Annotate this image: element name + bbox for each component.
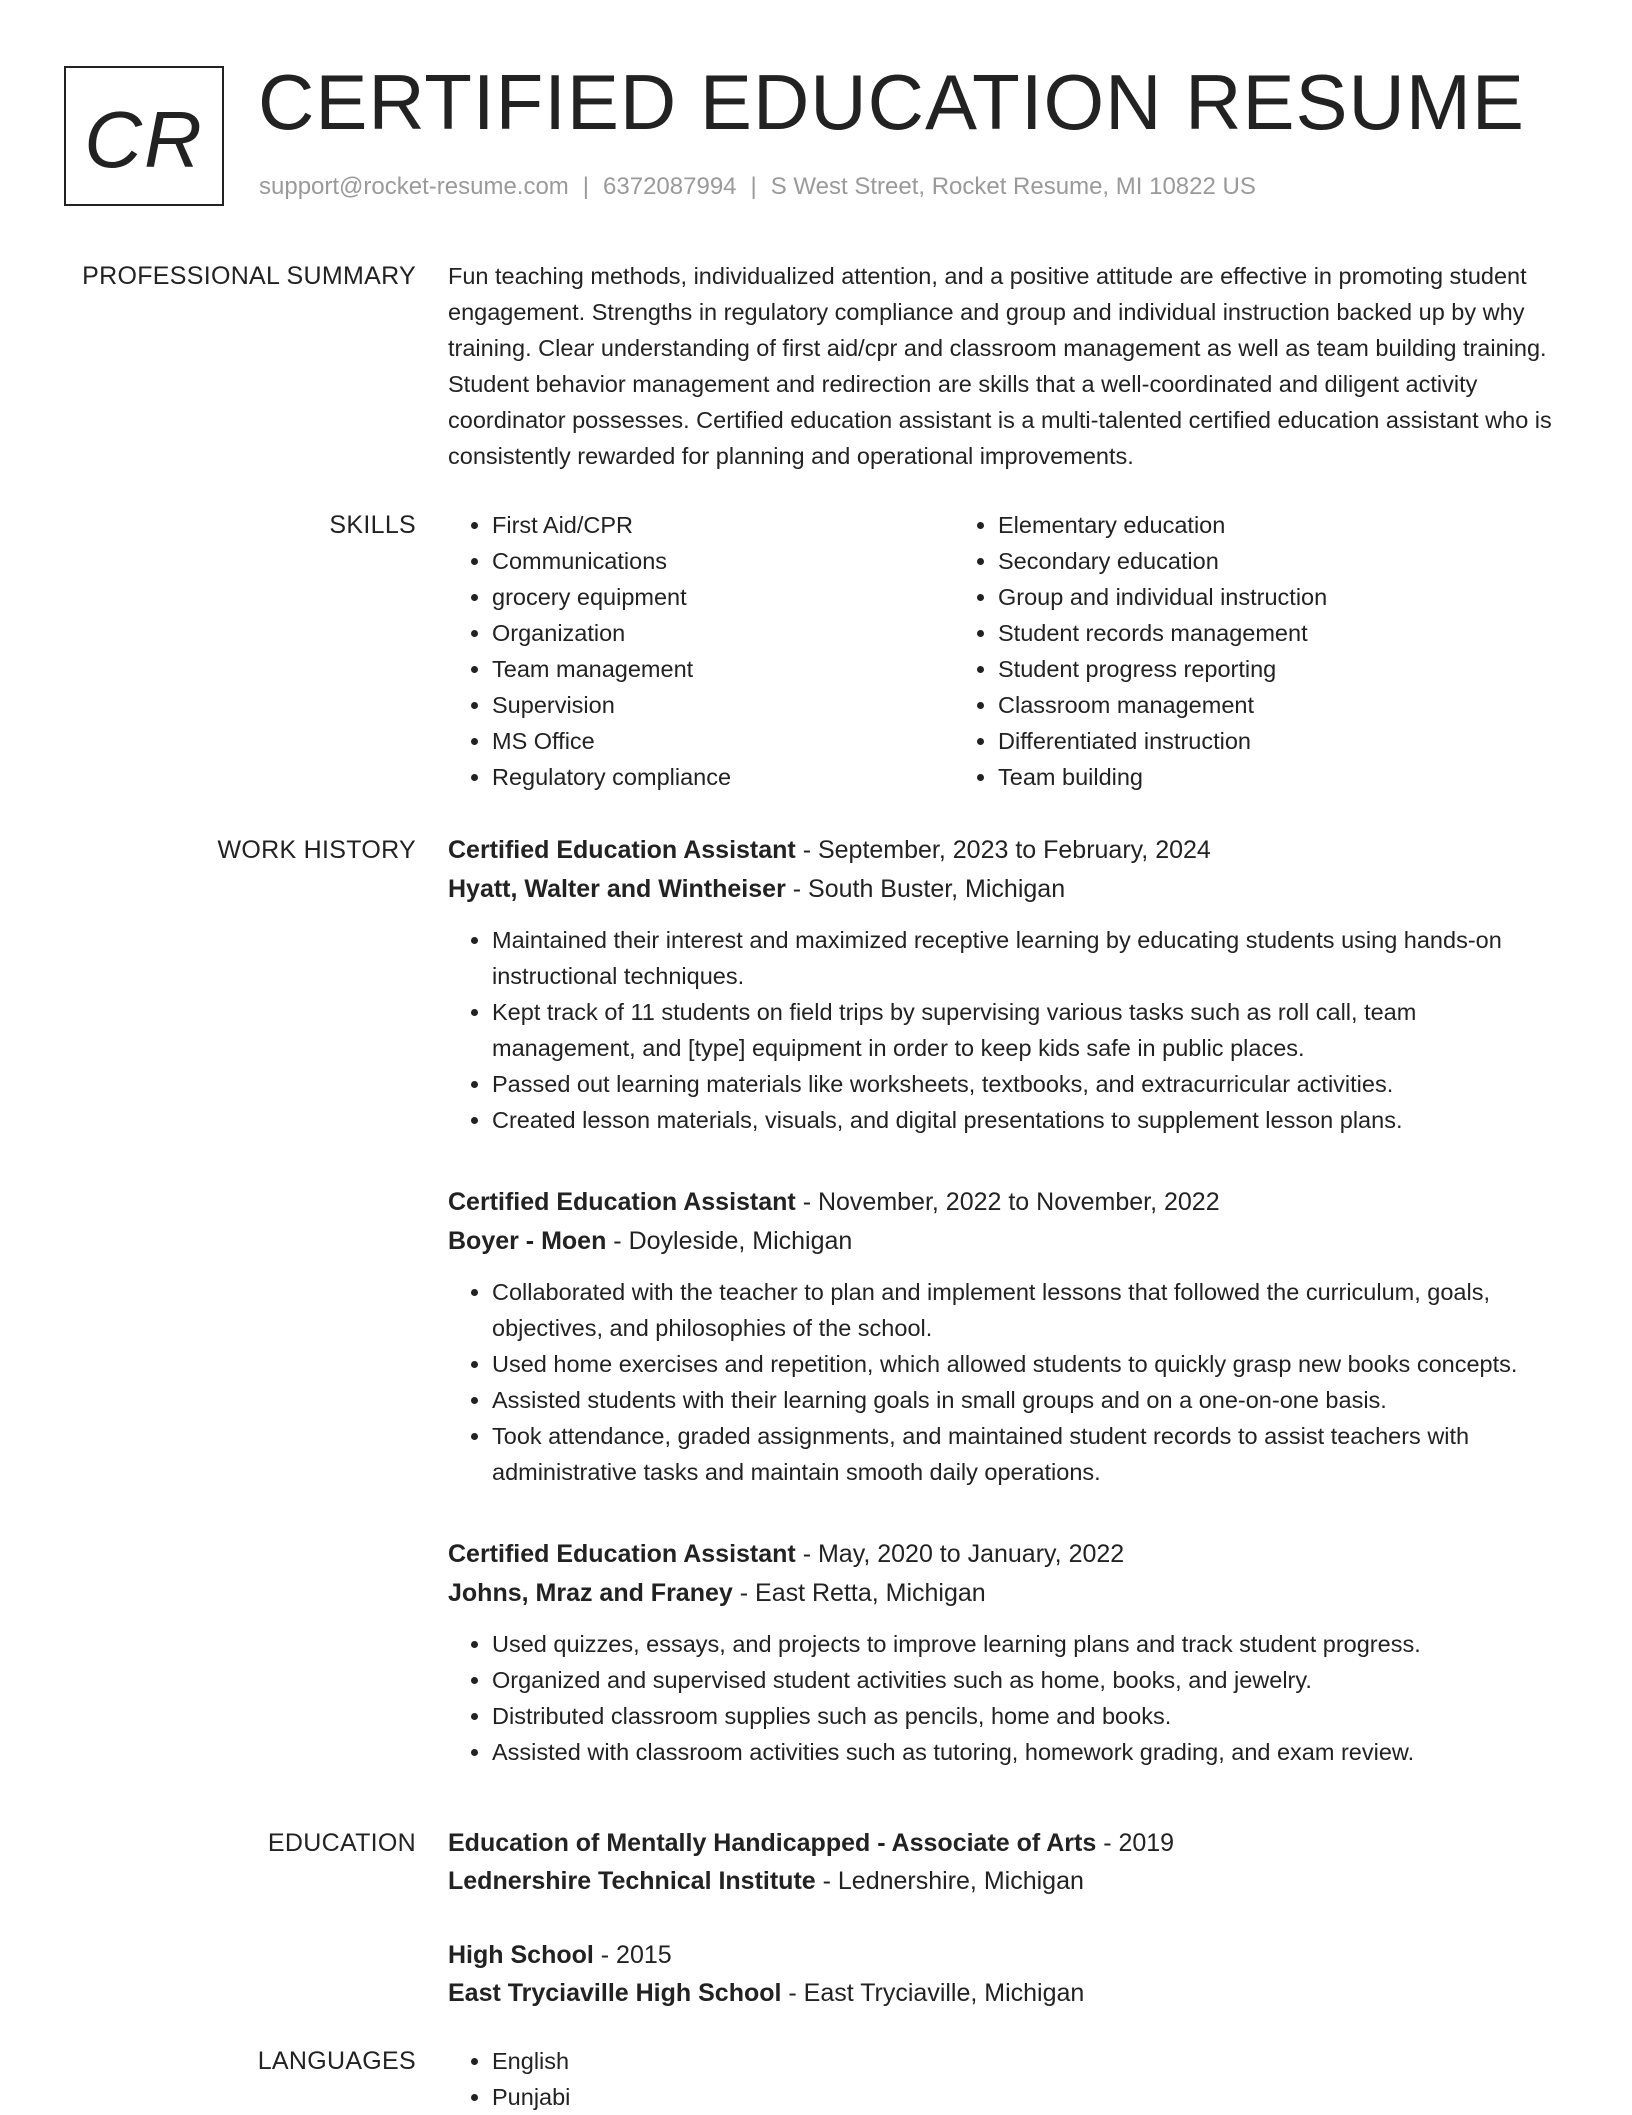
skills-list-left [448,507,954,795]
contact-separator: | [582,173,590,200]
skills-list-right [954,507,1460,795]
job-bullet: • Created lesson materials, visuals, and digital presentations to supplement lesson plans. [492,1102,1566,1138]
job-bullets [448,922,1566,1138]
job-entry [448,1182,1566,1490]
education-degree: High School [448,1941,594,1969]
skill-item: • Team building [998,759,1460,795]
skill-item: • grocery equipment [492,579,954,615]
work-history-heading: WORK HISTORY [217,836,416,864]
contact-phone[interactable]: 6372087994 [603,173,737,200]
education-school: Lednershire Technical Institute [448,1867,816,1895]
job-bullet: • Took attendance, graded assignments, and maintained student records to assist teachers with administrative tasks and maintain smooth daily operations. [492,1418,1566,1490]
skill-item: • Student progress reporting [998,651,1460,687]
language-item: • Punjabi [492,2079,1566,2115]
monogram-initials: CR [84,95,204,184]
job-bullet: • Used home exercises and repetition, which allowed students to quickly grasp new books concepts. [492,1346,1566,1382]
summary-heading: PROFESSIONAL SUMMARY [82,262,416,290]
job-company: Boyer - Moen [448,1227,607,1255]
contact-address: S West Street, Rocket Resume, MI 10822 US [770,173,1256,200]
summary-text: Fun teaching methods, individualized attention, and a positive attitude are effective in promoting student engagement. Strengths in regulatory compliance and group and individual instruction backed up by why training. Clear understanding of first aid/cpr and classroom management as well as team building training. Student behavior management and redirection are skills that a well-coordinated and diligent activity coordinator possesses. Certified education assistant is a multi-talented certified education assistant who is consistently rewarded for planning and operational improvements. [448,263,1552,469]
skill-item: • Regulatory compliance [492,759,954,795]
skill-item: • Organization [492,615,954,651]
skill-item: • Team management [492,651,954,687]
languages-list [448,2043,1566,2115]
job-bullet: • Maintained their interest and maximized receptive learning by educating students using hands-on instructional techniques. [492,922,1566,994]
job-bullet: • Distributed classroom supplies such as pencils, home and books. [492,1698,1566,1734]
job-bullet: • Assisted with classroom activities such as tutoring, homework grading, and exam review. [492,1734,1566,1770]
education-year: - 2015 [593,1941,672,1969]
education-location: - Lednershire, Michigan [815,1867,1084,1895]
job-company: Hyatt, Walter and Wintheiser [448,875,786,903]
resume-title: CERTIFIED EDUCATION RESUME [258,58,1525,146]
skill-item: • Secondary education [998,543,1460,579]
job-dates: - November, 2022 to November, 2022 [795,1188,1220,1216]
skill-item: • Elementary education [998,507,1460,543]
skills-heading: SKILLS [329,511,416,539]
education-degree: Education of Mentally Handicapped - Associate of Arts [448,1829,1097,1857]
job-company: Johns, Mraz and Franey [448,1579,733,1607]
skill-item: • First Aid/CPR [492,507,954,543]
education-year: - 2019 [1096,1829,1175,1857]
contact-email[interactable]: support@rocket-resume.com [259,173,569,200]
languages-heading: LANGUAGES [257,2047,416,2075]
job-location: - East Retta, Michigan [732,1579,986,1607]
education-entry [448,1824,1566,1900]
skill-item: • Communications [492,543,954,579]
skill-item: • Supervision [492,687,954,723]
job-bullet: • Assisted students with their learning goals in small groups and on a one-on-one basis. [492,1382,1566,1418]
education-school: East Tryciaville High School [448,1979,782,2007]
job-dates: - May, 2020 to January, 2022 [795,1540,1125,1568]
skill-item: • Group and individual instruction [998,579,1460,615]
contact-line [259,173,1256,201]
job-entry [448,830,1566,1138]
job-bullet: • Collaborated with the teacher to plan and implement lessons that followed the curriculum, goals, objectives, and philosophies of the school. [492,1274,1566,1346]
skill-item: • Differentiated instruction [998,723,1460,759]
education-entry [448,1936,1566,2012]
education-location: - East Tryciaville, Michigan [781,1979,1085,2007]
job-bullet: • Passed out learning materials like worksheets, textbooks, and extracurricular activities. [492,1066,1566,1102]
job-bullets [448,1626,1566,1770]
job-bullet: • Organized and supervised student activities such as home, books, and jewelry. [492,1662,1566,1698]
job-bullets [448,1274,1566,1490]
skill-item: • Student records management [998,615,1460,651]
contact-separator: | [750,173,757,200]
monogram-logo [64,66,224,206]
skill-item: • Classroom management [998,687,1460,723]
job-title: Certified Education Assistant [448,1188,796,1216]
job-bullet: • Used quizzes, essays, and projects to improve learning plans and track student progress. [492,1626,1566,1662]
job-title: Certified Education Assistant [448,1540,796,1568]
job-entry [448,1534,1566,1770]
job-location: - South Buster, Michigan [785,875,1066,903]
education-heading: EDUCATION [267,1829,416,1857]
job-bullet: • Kept track of 11 students on field trips by supervising various tasks such as roll call, team management, and [type] equipment in order to keep kids safe in public places. [492,994,1566,1066]
skill-item: • MS Office [492,723,954,759]
language-item: • English [492,2043,1566,2079]
job-title: Certified Education Assistant [448,836,796,864]
job-location: - Doyleside, Michigan [606,1227,853,1255]
job-dates: - September, 2023 to February, 2024 [795,836,1211,864]
